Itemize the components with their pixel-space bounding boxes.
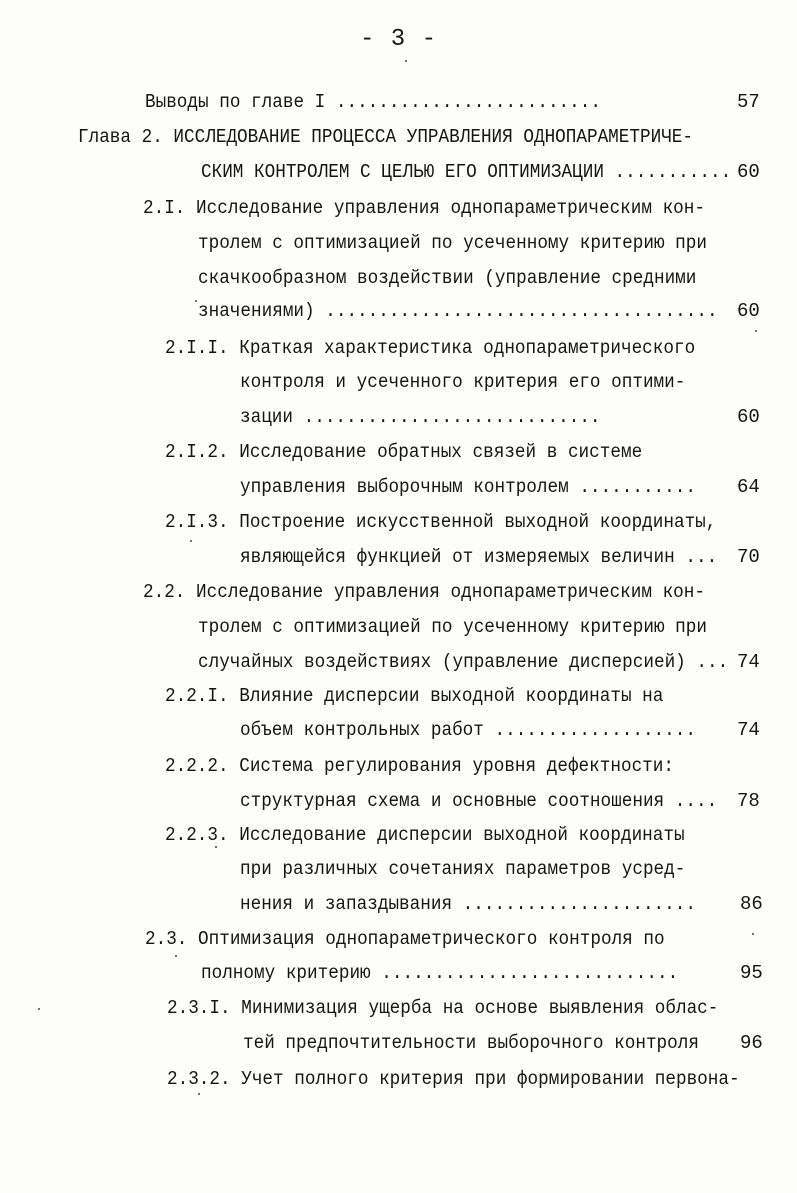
toc-line: 2.I.3. Построение искусственной выходной координаты, xyxy=(165,511,717,533)
toc-line: 2.2. Исследование управления однопараметрическим кон- xyxy=(143,581,706,603)
toc-line: скачкообразном воздействии (управление средними xyxy=(198,267,697,289)
toc-page: 70 xyxy=(737,546,760,568)
toc-page: 60 xyxy=(737,406,760,428)
toc-page: 95 xyxy=(740,962,763,984)
scan-speck xyxy=(215,846,217,848)
toc-line: тролем с оптимизацией по усеченному критерию при xyxy=(198,616,707,638)
toc-line: 2.2.I. Влияние дисперсии выходной координаты на xyxy=(165,685,664,707)
toc-line: Выводы по главе I ......................... xyxy=(145,91,612,113)
toc-line: являющейся функцией от измеряемых величин ... xyxy=(240,546,728,568)
toc-line: при различных сочетаниях параметров усред- xyxy=(240,858,686,880)
toc-page: 57 xyxy=(737,91,760,113)
scan-speck xyxy=(752,933,754,935)
toc-line: Глава 2. ИССЛЕДОВАНИЕ ПРОЦЕССА УПРАВЛЕНИЯ ОДНОПАРАМЕТРИЧЕ- xyxy=(78,126,694,148)
toc-page: 96 xyxy=(740,1032,763,1054)
toc-page: 78 xyxy=(737,790,760,812)
toc-page: 60 xyxy=(737,161,760,183)
scan-speck xyxy=(198,1093,200,1095)
scan-speck xyxy=(175,955,177,957)
toc-page: 86 xyxy=(740,893,763,915)
toc-page: 60 xyxy=(737,300,760,322)
scan-speck xyxy=(38,1008,40,1010)
toc-line: 2.3. Оптимизация однопараметрического контроля по xyxy=(145,928,665,950)
toc-line: 2.I.I. Краткая характеристика однопараметрического xyxy=(165,337,696,359)
toc-line: объем контрольных работ ................... xyxy=(240,719,707,741)
toc-line: тей предпочтительности выборочного контроля xyxy=(243,1032,699,1054)
toc-line: 2.3.I. Минимизация ущерба на основе выявления облас- xyxy=(167,997,719,1019)
toc-line: 2.I. Исследование управления однопараметрическим кон- xyxy=(143,197,706,219)
scan-speck xyxy=(755,330,757,332)
toc-page: 74 xyxy=(737,719,760,741)
toc-line: 2.2.3. Исследование дисперсии выходной координаты xyxy=(165,824,685,846)
toc-line: 2.3.2. Учет полного критерия при формировании первона- xyxy=(167,1068,740,1090)
toc-line: значениями) ..................................... xyxy=(198,300,729,322)
scan-speck xyxy=(190,540,192,542)
scan-speck xyxy=(195,300,197,302)
toc-line: СКИМ КОНТРОЛЕМ С ЦЕЛЬЮ ЕГО ОПТИМИЗАЦИИ ........... xyxy=(201,161,742,183)
toc-line: контроля и усеченного критерия его оптими- xyxy=(240,371,686,393)
toc-line: структурная схема и основные соотношения .... xyxy=(240,790,728,812)
toc-line: нения и запаздывания ...................... xyxy=(240,893,707,915)
toc-line: полному критерию ............................ xyxy=(201,962,689,984)
toc-line: 2.I.2. Исследование обратных связей в системе xyxy=(165,441,643,463)
toc-line: управления выборочным контролем ........... xyxy=(240,476,707,498)
toc-line: случайных воздействиях (управление дисперсией) ... xyxy=(198,651,739,673)
toc-line: тролем с оптимизацией по усеченному критерию при xyxy=(198,232,707,254)
toc-page: 74 xyxy=(737,651,760,673)
toc-line: зации ............................ xyxy=(240,406,612,428)
page-number: - 3 - xyxy=(359,26,437,53)
toc-page: 64 xyxy=(737,476,760,498)
scan-speck xyxy=(405,60,407,62)
toc-line: 2.2.2. Система регулирования уровня дефектности: xyxy=(165,755,674,777)
